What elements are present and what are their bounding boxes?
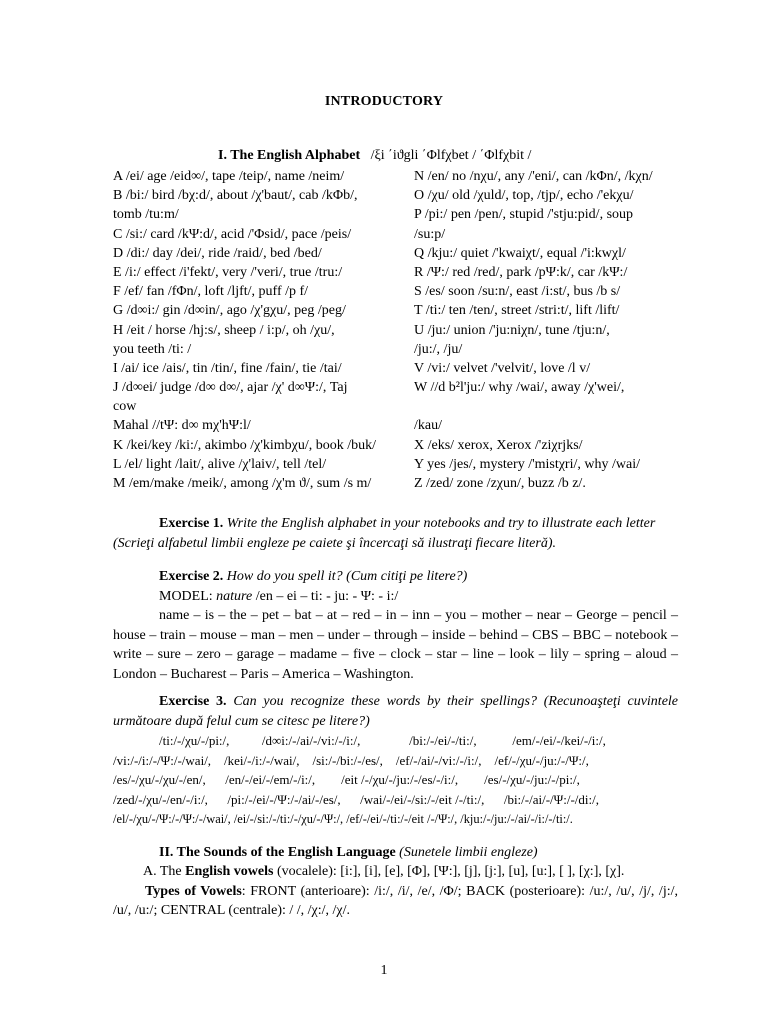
alphabet-row: U /ju:/ union /'ju:niχn/, tune /tju:n/, bbox=[414, 322, 610, 338]
word-list: name – is – the – pet – bat – at – red – in – inn – you – mother – near – George – pencil – house – train – mouse – man – men – under – through – inside – behind – CBS – BBC – notebook – write – sure – zero – garage – madame – five – clock – star – line – look – lily – spring – aloud – London – Bucharest – Paris – America – Washington. bbox=[113, 608, 678, 682]
exercise-instruction: Write the English alphabet in your notebooks and try to illustrate each letter (Scrieţi alfabetul limbii engleze pe caiete şi încercaţi să ilustraţi fiecare literă). bbox=[113, 516, 656, 551]
types-label: Types of Vowels bbox=[145, 883, 242, 899]
alphabet-row: R /Ψ:/ red /red/, park /pΨ:k/, car /kΨ:/ bbox=[414, 264, 628, 280]
alphabet-row: Y yes /jes/, mystery /'mistχri/, why /wai/ bbox=[414, 456, 640, 472]
exercise-question: Can you recognize these words by their spellings? (Recunoaşteţi cuvintele următoare după felul cum se citesc pe litere?) bbox=[113, 694, 679, 729]
alphabet-row: O /χu/ old /χuld/, top, /tјp/, echo /'ekχu/ bbox=[414, 188, 634, 204]
alphabet-row: A /ei/ age /eid∞/, tape /teip/, name /neim/ bbox=[113, 169, 345, 184]
alphabet-row: L /el/ light /lait/, alive /χ'laiv/, tell /tel/ bbox=[113, 456, 327, 472]
spelling-line: /zed/-/χu/-/en/-/i:/, /pi:/-/ei/-/Ψ:/-/ai/-/es/, /wai/-/ei/-/si:/-/eit /-/ti:/, /bi:/-/ai/-/Ψ:/-/di:/, bbox=[113, 791, 600, 807]
alphabet-row: cow bbox=[113, 399, 137, 415]
page-title: INTRODUCTORY bbox=[324, 94, 444, 109]
exercise-label: Exercise 2. bbox=[159, 569, 224, 584]
exercise-question: How do you spell it? (Cum citiţi pe litere?) bbox=[226, 569, 468, 584]
alphabet-row: Mahal //tΨ: d∞ mχ'hΨ:l/ bbox=[113, 418, 251, 434]
section-phonetic: /ξi ΄iϑgli ΄Φlfχbet / ΄Φlfχbit / bbox=[370, 148, 532, 163]
alphabet-row: K /kei/key /ki:/, akimbo /χ'kimbχu/, book /buk/ bbox=[113, 437, 377, 453]
alphabet-row: Z /zed/ zone /zχun/, buzz /b z/. bbox=[414, 476, 586, 491]
alphabet-row: /ju:/, /ju/ bbox=[414, 341, 463, 357]
alphabet-row: Q /kju:/ quiet /'kwaiχt/, equal /'i:kwχl/ bbox=[414, 245, 626, 261]
exercise-2 bbox=[113, 567, 678, 685]
alphabet-row: C /si:/ card /kΨ:d/, acid /'Φsid/, pace /peis/ bbox=[113, 226, 352, 242]
vowels-label: English vowels bbox=[185, 864, 274, 880]
section-title: II. The Sounds of the English Language bbox=[159, 845, 396, 860]
alphabet-row: tomb /tu:m/ bbox=[113, 207, 179, 223]
alphabet-row: F /ef/ fan /fΦn/, loft /lјft/, puff /p f/ bbox=[113, 284, 309, 300]
vowels-list: (vocalele): [i:], [i], [e], [Φ], [Ψ:], [ј], [ј:], [u], [u:], [ ], [χ:], [χ]. bbox=[276, 864, 625, 880]
alphabet-row: P /pi:/ pen /pen/, stupid /'stju:pid/, soup bbox=[414, 207, 634, 223]
alphabet-row: N /en/ no /nχu/, any /'eni/, can /kΦn/, /kχn/ bbox=[414, 169, 653, 184]
alphabet-row: H /eit / horse /hј:s/, sheep / i:p/, oh /χu/, bbox=[113, 322, 335, 338]
alphabet-row: B /bi:/ bird /bχ:d/, about /χ'baut/, cab /kΦb/, bbox=[113, 188, 358, 204]
model-spelling: /en – ei – ti: - ju: - Ψ: - i:/ bbox=[255, 588, 399, 604]
alphabet-row: W //d b²l'ju:/ why /wai/, away /χ'wei/, bbox=[414, 380, 625, 396]
alphabet-row: T /ti:/ ten /ten/, street /stri:t/, lift /lift/ bbox=[414, 303, 620, 319]
alphabet-column-left bbox=[113, 167, 403, 493]
exercise-3 bbox=[113, 692, 678, 829]
spelling-line: /es/-/χu/-/χu/-/en/, /en/-/ei/-/em/-/i:/, /eit /-/χu/-/ju:/-/es/-/i:/, /es/-/χu/-/ju:/-/pi:/, bbox=[113, 772, 580, 788]
alphabet-row: you teeth /ti: / bbox=[113, 341, 192, 357]
exercise-label: Exercise 3. bbox=[159, 694, 227, 709]
section-title-translation: (Sunetele limbii engleze) bbox=[399, 845, 538, 860]
alphabet-row: J /d∞ei/ judge /d∞ d∞/, ajar /χ' d∞Ψ:/, Taj bbox=[113, 380, 348, 396]
alphabet-row: I /ai/ ice /ais/, tin /tin/, fine /fain/, tie /tai/ bbox=[113, 360, 342, 376]
alphabet-row: X /eks/ xerox, Xerox /'ziχrјks/ bbox=[414, 437, 583, 453]
model-label: MODEL: bbox=[159, 588, 213, 604]
alphabet-row bbox=[414, 397, 714, 416]
alphabet-column-right bbox=[414, 167, 714, 493]
vowels-prefix: A. The bbox=[143, 864, 182, 880]
section-sounds bbox=[113, 843, 678, 921]
spelling-line: /vi:/-/i:/-/Ψ:/-/wai/, /kei/-/i:/-/wai/, /si:/-/bi:/-/es/, /ef/-/ai/-/vi:/-/i:/, /ef/-/χu/-/ju:/-/Ψ:/, bbox=[113, 752, 589, 768]
alphabet-row: G /d∞i:/ gin /d∞in/, ago /χ'gχu/, peg /peg/ bbox=[113, 303, 346, 319]
section-title: I. The English Alphabet bbox=[218, 148, 361, 163]
exercise-1 bbox=[113, 514, 678, 553]
alphabet-row: /kau/ bbox=[414, 418, 442, 434]
spelling-line: /el/-/χu/-/Ψ:/-/Ψ:/-/wai/, /ei/-/si:/-/ti:/-/χu/-/Ψ:/, /ef/-/ei/-/ti:/-/eit /-/Ψ:/, /kju:/-/ju:/-/ai/-/i:/-/ti:/. bbox=[113, 811, 573, 826]
types-text: : FRONT (anterioare): /i:/, /i/, /e/, /Φ/; BACK (posterioare): /u:/, /u/, /ј/, /ј:/, /u/, /u:/; CENTRAL (centrale): / /, /χ:/, /χ/. bbox=[113, 883, 678, 919]
exercise-label: Exercise 1. bbox=[159, 516, 224, 531]
alphabet-row: D /di:/ day /dei/, ride /raid/, bed /bed/ bbox=[113, 245, 322, 261]
spelling-line: /ti:/-/χu/-/pi:/, /d∞i:/-/ai/-/vi:/-/i:/, /bi:/-/ei/-/ti:/, /em/-/ei/-/kei/-/i:/, bbox=[159, 733, 606, 749]
alphabet-row: E /i:/ effect /i'fekt/, very /'veri/, true /tru:/ bbox=[113, 264, 343, 280]
model-word: nature bbox=[216, 588, 253, 604]
alphabet-row: V /vi:/ velvet /'velvit/, love /l v/ bbox=[414, 360, 591, 376]
alphabet-row: S /es/ soon /su:n/, east /i:st/, bus /b s/ bbox=[414, 284, 621, 300]
alphabet-row: M /em/make /meik/, among /χ'm ϑ/, sum /s m/ bbox=[113, 476, 372, 491]
alphabet-row: /su:p/ bbox=[414, 226, 446, 242]
page-number: 1 bbox=[380, 963, 388, 978]
section-heading-alphabet bbox=[218, 148, 531, 164]
